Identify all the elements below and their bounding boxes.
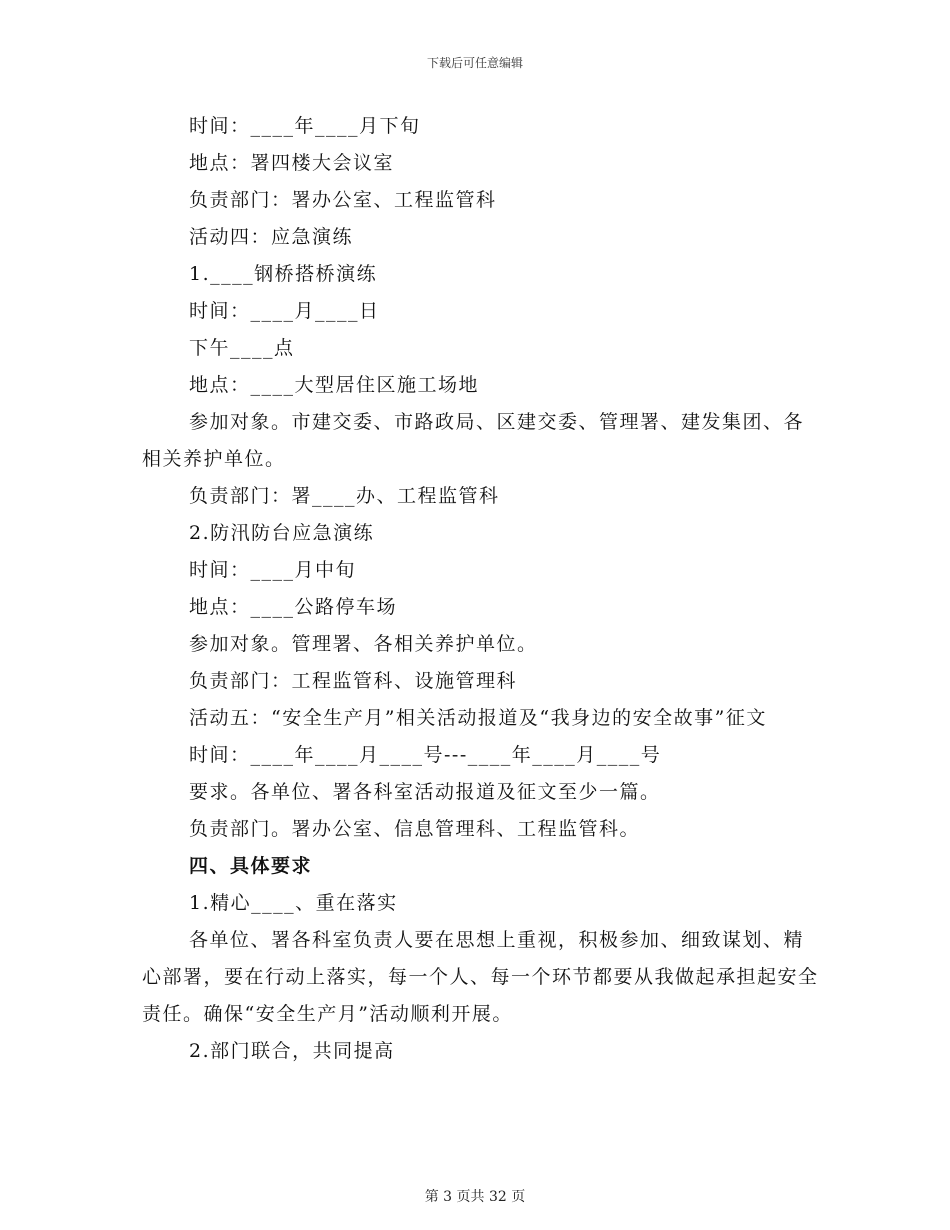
paragraph: 参加对象。市建交委、市路政局、区建交委、管理署、建发集团、各相关养护单位。 xyxy=(142,411,805,470)
paragraph: 活动五：“安全生产月”相关活动报道及“我身边的安全故事”征文 xyxy=(189,707,767,729)
paragraph: 下午____点 xyxy=(189,337,295,359)
paragraph: 负责部门：工程监管科、设施管理科 xyxy=(189,670,518,692)
paragraph: 1.精心____、重在落实 xyxy=(189,892,398,914)
paragraph: 要求。各单位、署各科室活动报道及征文至少一篇。 xyxy=(189,781,661,803)
paragraph: 地点：____大型居住区施工场地 xyxy=(189,374,480,396)
header-note: 下载后可任意编辑 xyxy=(426,56,523,70)
paragraph: 时间：____年____月下旬 xyxy=(189,115,421,137)
paragraph: 时间：____月____日 xyxy=(189,300,380,322)
paragraph: 时间：____年____月____号---____年____月____号 xyxy=(189,744,662,766)
paragraph: 参加对象。管理署、各相关养护单位。 xyxy=(189,633,538,655)
document-body xyxy=(142,108,822,1070)
paragraph: 时间：____月中旬 xyxy=(189,559,357,581)
paragraph: 2.防汛防台应急演练 xyxy=(189,522,375,544)
paragraph: 活动四：应急演练 xyxy=(189,226,354,248)
paragraph: 负责部门：署____办、工程监管科 xyxy=(189,485,500,507)
paragraph: 负责部门。署办公室、信息管理科、工程监管科。 xyxy=(189,818,641,840)
paragraph: 1.____钢桥搭桥演练 xyxy=(189,263,378,285)
paragraph: 2.部门联合，共同提高 xyxy=(189,1040,395,1062)
section-heading: 四、具体要求 xyxy=(189,855,313,877)
paragraph: 负责部门：署办公室、工程监管科 xyxy=(189,189,497,211)
paragraph: 地点：____公路停车场 xyxy=(189,596,398,618)
paragraph: 各单位、署各科室负责人要在思想上重视，积极参加、细致谋划、精心部署，要在行动上落实，每一个人、每一个环节都要从我做起承担起安全责任。确保“安全生产月”活动顺利开展。 xyxy=(142,929,819,1025)
page-number: 第 3 页共 32 页 xyxy=(424,1189,526,1205)
paragraph: 地点：署四楼大会议室 xyxy=(189,152,395,174)
